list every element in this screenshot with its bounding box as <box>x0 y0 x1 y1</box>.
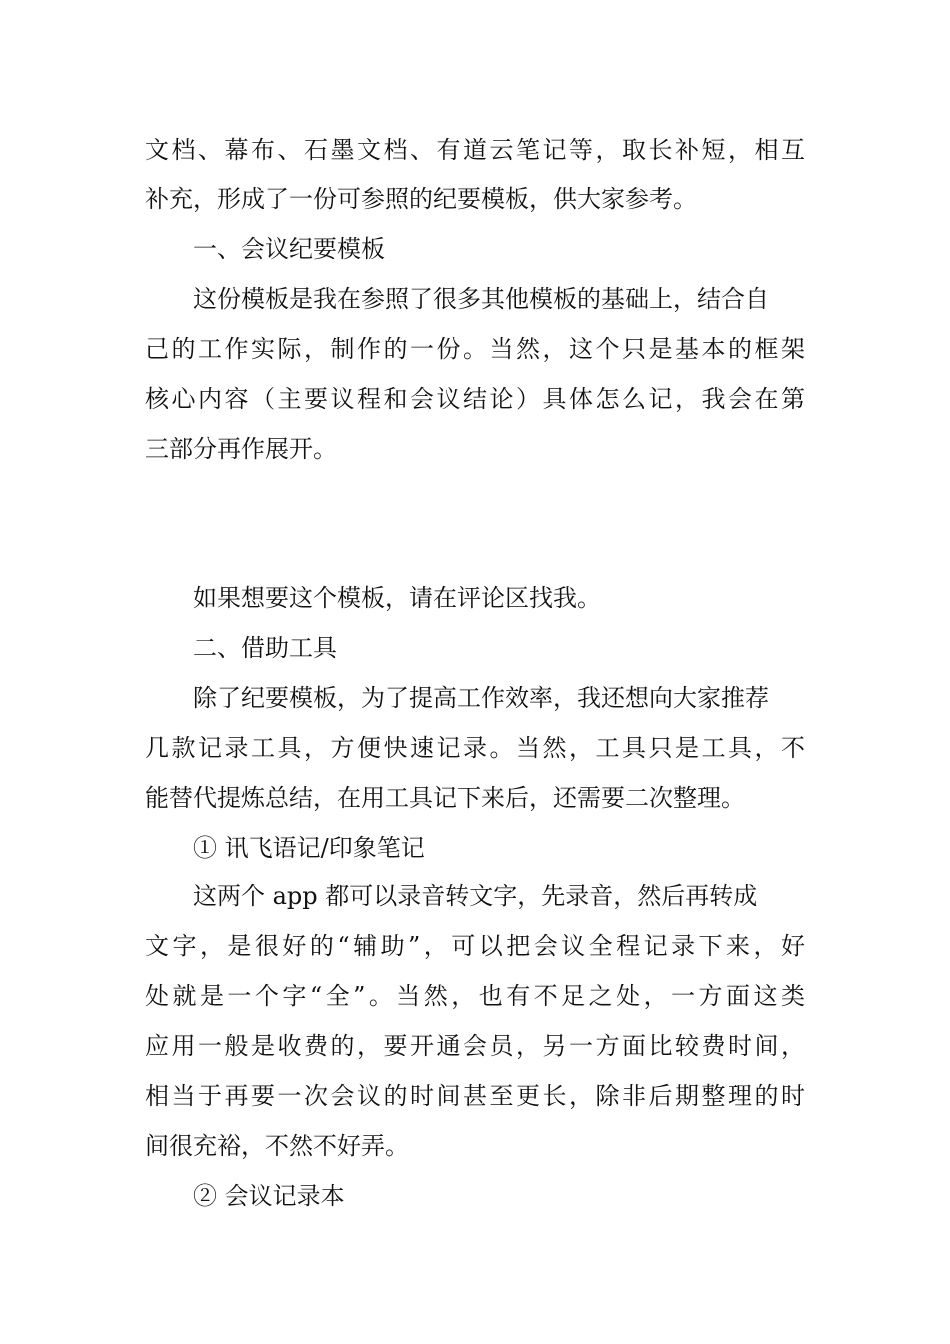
paragraph-line: 几款记录工具，方便快速记录。当然，工具只是工具，不 <box>145 734 805 762</box>
subsection-heading: ② 会议记录本 <box>193 1182 345 1210</box>
paragraph-line: 除了纪要模板，为了提高工作效率，我还想向大家推荐 <box>193 684 769 712</box>
paragraph-line: 己的工作实际，制作的一份。当然，这个只是基本的框架 <box>145 335 805 363</box>
paragraph-line: 间很充裕，不然不好弄。 <box>145 1132 409 1160</box>
paragraph-line: 这两个 app 都可以录音转文字，先录音，然后再转成 <box>193 882 758 910</box>
paragraph-line: 文字，是很好的“辅助”，可以把会议全程记录下来，好 <box>145 932 805 960</box>
section-heading: 二、借助工具 <box>193 634 337 662</box>
paragraph-line: 这份模板是我在参照了很多其他模板的基础上，结合自 <box>193 285 769 313</box>
paragraph-line: 相当于再要一次会议的时间甚至更长，除非后期整理的时 <box>145 1082 805 1110</box>
paragraph-line: 能替代提炼总结，在用工具记下来后，还需要二次整理。 <box>145 784 745 812</box>
paragraph-line: 核心内容（主要议程和会议结论）具体怎么记，我会在第 <box>145 385 805 413</box>
paragraph-line: 处就是一个字“全”。当然，也有不足之处，一方面这类 <box>145 982 805 1010</box>
paragraph-line: 文档、幕布、石墨文档、有道云笔记等，取长补短，相互 <box>145 136 805 164</box>
section-heading: 一、会议纪要模板 <box>193 235 385 263</box>
subsection-heading: ① 讯飞语记/印象笔记 <box>193 834 425 862</box>
paragraph-line: 如果想要这个模板，请在评论区找我。 <box>193 584 601 612</box>
paragraph-line: 三部分再作展开。 <box>145 435 337 463</box>
paragraph-line: 应用一般是收费的，要开通会员，另一方面比较费时间， <box>145 1032 805 1060</box>
paragraph-line: 补充，形成了一份可参照的纪要模板，供大家参考。 <box>145 185 697 213</box>
